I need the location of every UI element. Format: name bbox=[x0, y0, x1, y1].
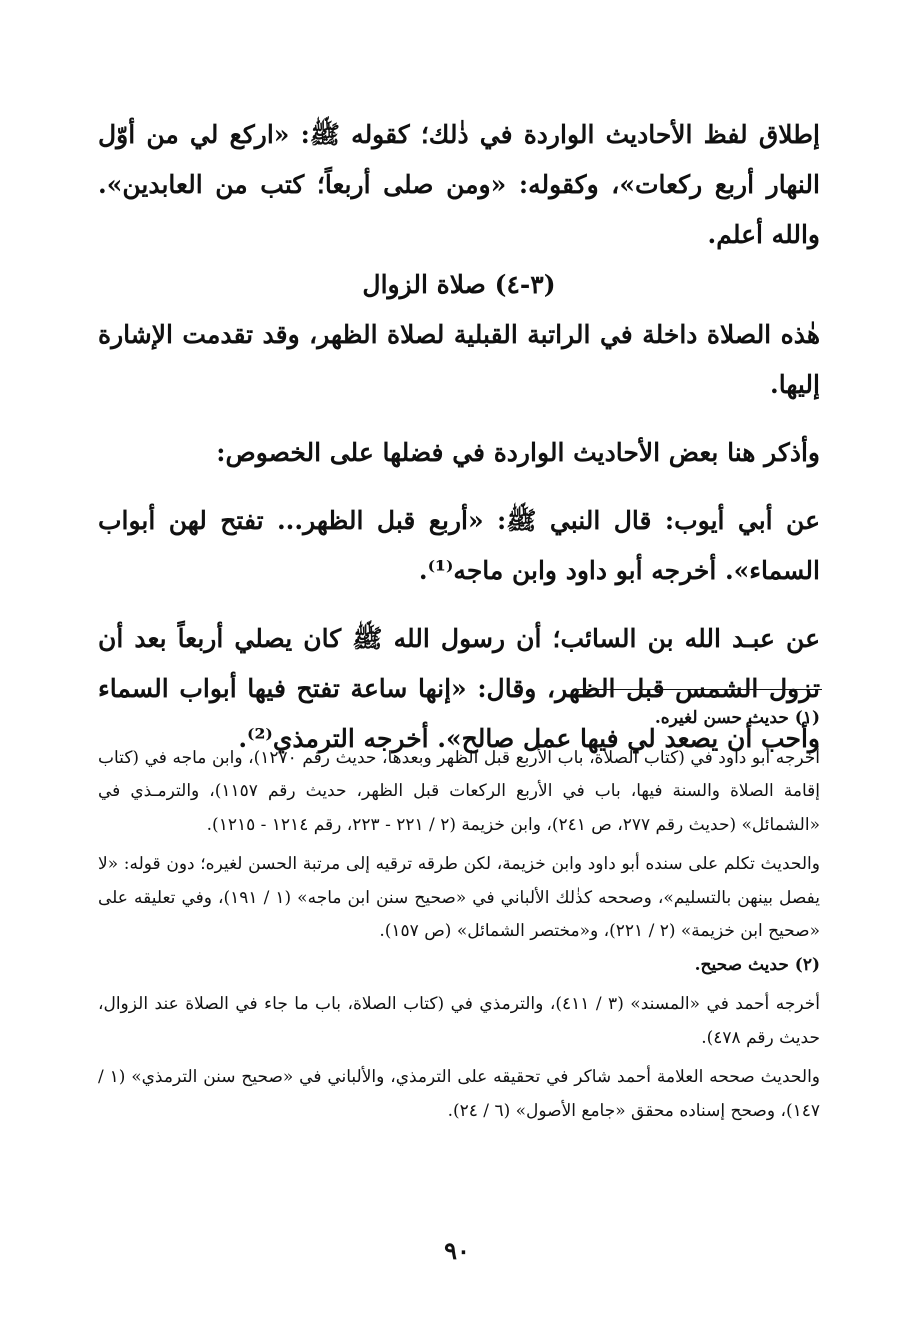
paragraph-hadith-intro: وأذكر هنا بعض الأحاديث الواردة في فضلها على الخصوص: bbox=[216, 438, 820, 467]
footnote-2-sources: أخرجه أحمد في «المسند» (٣ / ٤١١)، والترمذي في (كتاب الصلاة، باب ما جاء في الصلاة عند الزوال، حديث رقم ٤٧٨). bbox=[98, 994, 820, 1048]
footnote-2-grade: (٢) حديث صحيح. bbox=[694, 954, 820, 975]
paragraph-intro: إطلاق لفظ الأحاديث الواردة في ذٰلك؛ كقوله ﷺ: «اركع لي من أوّل النهار أربع ركعات»، وكقوله: «ومن صلى أربعاً؛ كتب من العابدين». والله أعلم. bbox=[98, 120, 820, 249]
main-text bbox=[98, 110, 820, 764]
footnote-1-sources: أخرجه أبو داود في (كتاب الصلاة، باب الأربع قبل الظهر وبعدها، حديث رقم ١٢٧٠)، وابن ماجه في (كتاب إقامة الصلاة والسنة فيها، باب في الأربع الركعات قبل الظهر، حديث رقم ١١٥٧)، والترمـذي في «الشمائل» (حديث رقم ٢٧٧، ص ٢٤١)، وابن خزيمة (٢ / ٢٢١ - ٢٢٣، رقم ١٢١٤ - ١٢١٥). bbox=[98, 747, 820, 835]
footnotes bbox=[98, 702, 820, 1128]
page-number: ٩٠ bbox=[444, 1236, 470, 1265]
paragraph-hadith-ibn-saib: عن عبـد الله بن السائب؛ أن رسول الله ﷺ كان يصلي أربعاً بعد أن تزول الشمس قبل الظهر، وقال: «إنها ساعة تفتح فيها أبواب السماء وأحب أن يصعد لي فيها عمل صالح». أخرجه الترمذي⁽²⁾. bbox=[98, 624, 820, 753]
footnote-1-commentary: والحديث تكلم على سنده أبو داود وابن خزيمة، لكن طرقه ترقيه إلى مرتبة الحسن لغيره؛ دون قوله: «لا يفصل بينهن بالتسليم»، وصححه كذٰلك الألباني في «صحيح سنن ابن ماجه» (١ / ١٩١)، وفي تعليقه على «صحيح ابن خزيمة» (٢ / ٢٢١)، و«مختصر الشمائل» (ص ١٥٧). bbox=[98, 854, 820, 941]
section-heading: (٣-٤) صلاة الزوال bbox=[362, 270, 556, 299]
footnote-1-grade: (١) حديث حسن لغيره. bbox=[654, 708, 820, 728]
paragraph-zawal-description: هٰذه الصلاة داخلة في الراتبة القبلية لصلاة الظهر، وقد تقدمت الإشارة إليها. bbox=[98, 320, 820, 399]
footnote-divider bbox=[576, 689, 822, 690]
footnote-2-commentary: والحديث صححه العلامة أحمد شاكر في تحقيقه على الترمذي، والألباني في «صحيح سنن الترمذي» (١ / ١٤٧)، وصحح إسناده محقق «جامع الأصول» (٦ / ٢٤). bbox=[98, 1067, 820, 1121]
paragraph-hadith-abu-ayyub: عن أبي أيوب: قال النبي ﷺ: «أربع قبل الظهر... تفتح لهن أبواب السماء». أخرجه أبو داود وابن ماجه⁽¹⁾. bbox=[98, 506, 820, 585]
